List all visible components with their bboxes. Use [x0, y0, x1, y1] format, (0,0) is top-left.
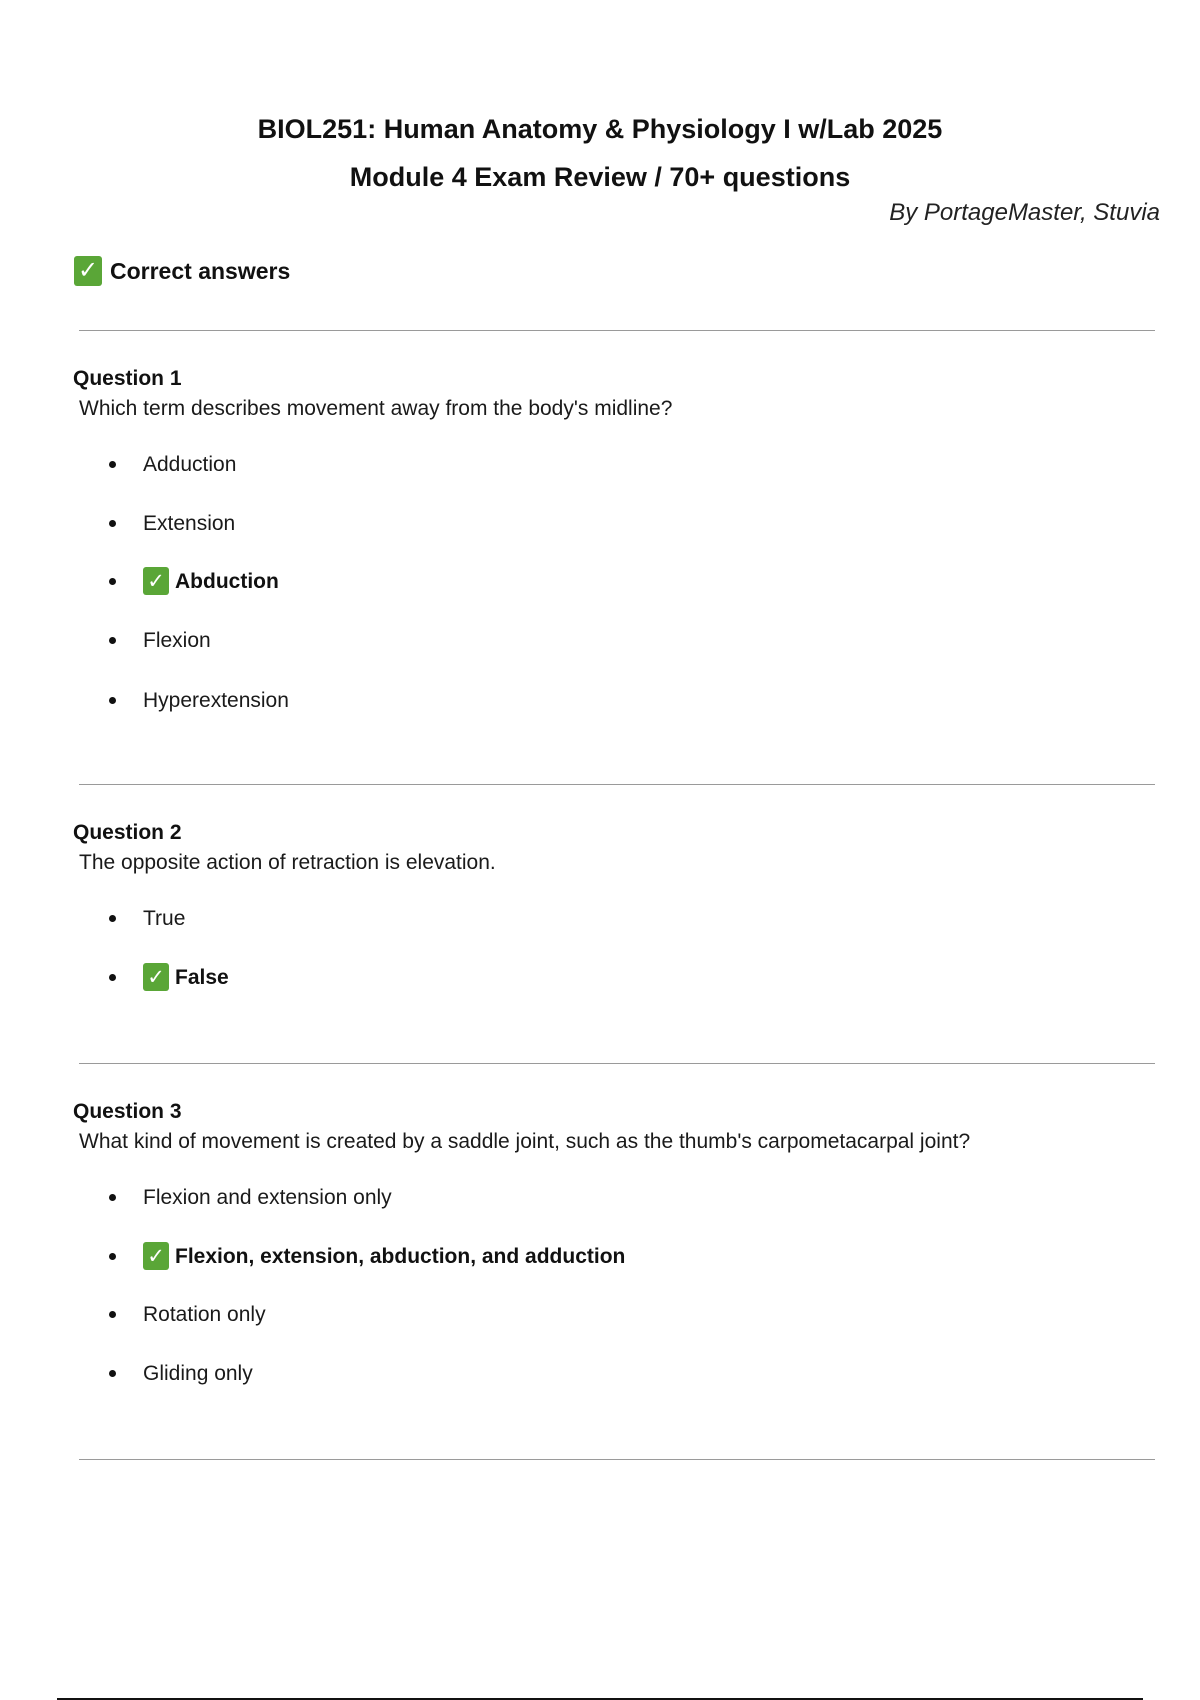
check-mark-icon: ✓	[143, 963, 169, 991]
bullet-icon	[109, 915, 116, 922]
option-text: Flexion	[143, 628, 211, 652]
option-text: Adduction	[143, 452, 237, 476]
option-text: True	[143, 906, 186, 930]
answer-option	[109, 508, 235, 538]
section-divider	[79, 1063, 1155, 1064]
bullet-icon	[109, 697, 116, 704]
question-3	[73, 1100, 1173, 1385]
question-label: Question 1	[73, 367, 182, 390]
option-text: False	[175, 965, 229, 989]
question-label: Question 2	[73, 821, 182, 844]
option-text: Hyperextension	[143, 688, 289, 712]
bullet-icon	[109, 1253, 116, 1260]
question-2	[73, 821, 1173, 989]
question-1	[73, 367, 1173, 712]
bullet-icon	[109, 1194, 116, 1201]
question-text: What kind of movement is created by a saddle joint, such as the thumb's carpometacarpal joint?	[79, 1130, 971, 1153]
answer-option-correct	[109, 566, 279, 596]
correct-answers-legend	[74, 256, 290, 286]
answer-option	[109, 1182, 392, 1212]
option-text: Rotation only	[143, 1302, 266, 1326]
answer-option	[109, 1299, 266, 1329]
option-text: Abduction	[175, 569, 279, 593]
section-divider	[79, 784, 1155, 785]
option-text: Extension	[143, 511, 236, 535]
author-byline: By PortageMaster, Stuvia	[889, 199, 1160, 226]
section-divider	[79, 330, 1155, 331]
answer-option	[109, 903, 185, 933]
bullet-icon	[109, 974, 116, 981]
document-subtitle: Module 4 Exam Review / 70+ questions	[349, 162, 851, 192]
bullet-icon	[109, 520, 116, 527]
option-text: Gliding only	[143, 1361, 253, 1385]
bullet-icon	[109, 637, 116, 644]
option-text: Flexion, extension, abduction, and adduction	[175, 1244, 626, 1268]
section-divider	[79, 1459, 1155, 1460]
answer-option	[109, 449, 236, 479]
check-mark-icon: ✓	[74, 256, 102, 286]
answer-option-correct	[109, 962, 229, 992]
check-mark-icon: ✓	[143, 567, 169, 595]
answer-option	[109, 685, 289, 715]
check-mark-icon: ✓	[143, 1242, 169, 1270]
document-title: BIOL251: Human Anatomy & Physiology I w/Lab 2025	[257, 114, 943, 144]
bullet-icon	[109, 461, 116, 468]
answer-option	[109, 625, 211, 655]
answer-option	[109, 1358, 253, 1388]
answer-option-correct	[109, 1241, 625, 1271]
bullet-icon	[109, 1370, 116, 1377]
question-label: Question 3	[73, 1100, 182, 1123]
option-text: Flexion and extension only	[143, 1185, 392, 1209]
legend-label: Correct answers	[110, 257, 291, 284]
bullet-icon	[109, 578, 116, 585]
bullet-icon	[109, 1311, 116, 1318]
question-text: The opposite action of retraction is elevation.	[79, 851, 496, 874]
question-text: Which term describes movement away from the body's midline?	[79, 397, 673, 420]
